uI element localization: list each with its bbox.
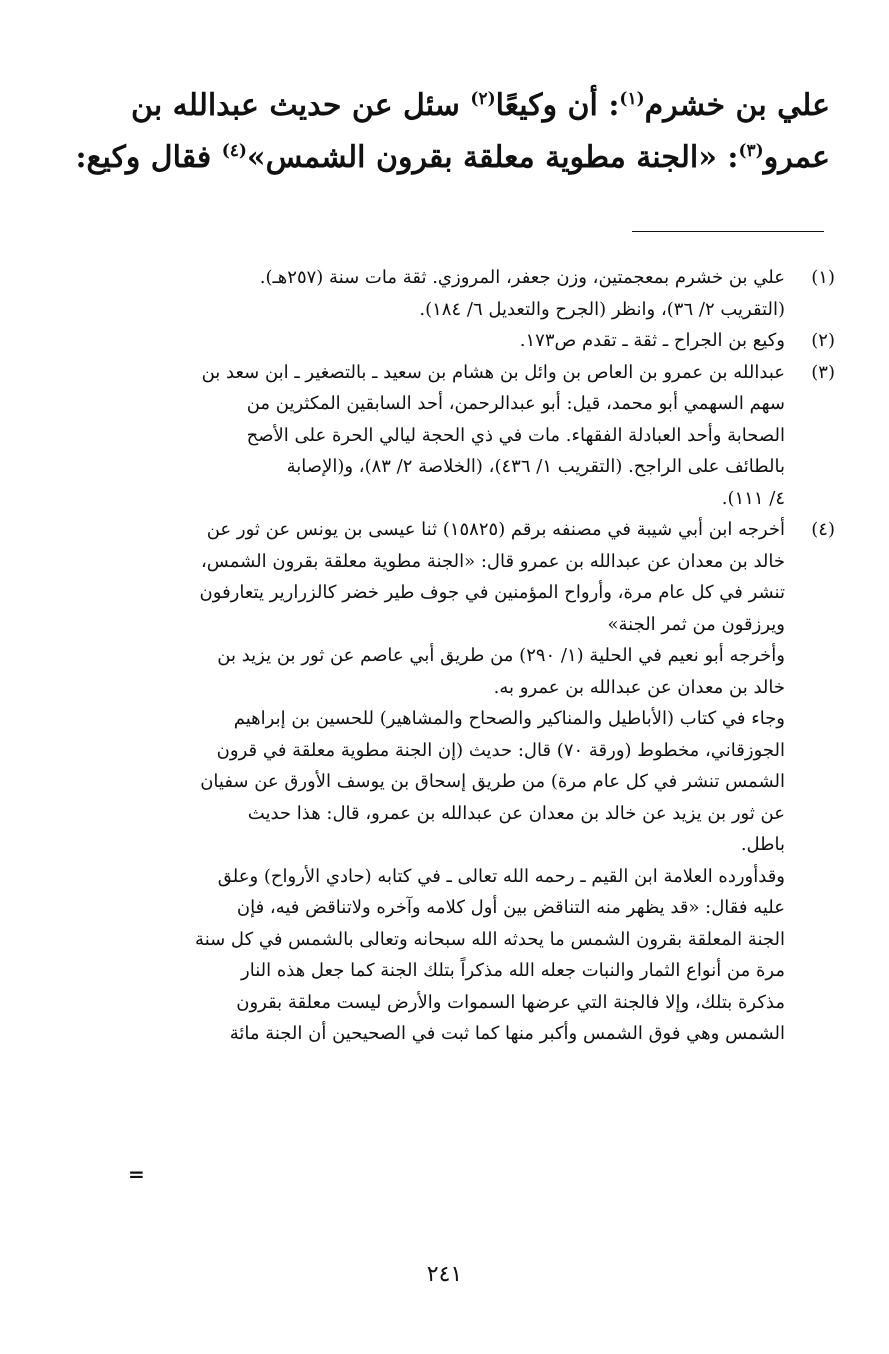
- footnote-line: عن ثور بن يزيد عن خالد بن معدان عن عبدالله بن عمرو، قال: هذا حديث: [247, 802, 785, 824]
- main-text-segment: سئل عن حديث عبدالله بن: [131, 88, 471, 123]
- footnote-line: تنشر في كل عام مرة، وأرواح المؤمنين في جوف طير خضر كالزرارير يتعارفون: [199, 582, 785, 603]
- footnote-line: مذكرة بتلك، وإلا فالجنة التي عرضها السموات والأرض ليست معلقة بقرون: [236, 991, 785, 1013]
- footnote-line: الشمس وهي فوق الشمس وأكبر منها كما ثبت في الصحيحين أن الجنة مائة: [229, 1023, 785, 1044]
- footnote-line: أخرجه ابن أبي شيبة في مصنفه برقم (١٥٨٢٥) ثنا عيسى بن يونس عن ثور عن: [206, 519, 785, 540]
- footnote-line: الجوزقاني، مخطوط (ورقة ٧٠) قال: حديث (إن الجنة مطوية معلقة في قرون: [216, 739, 785, 761]
- footnote-separator: [632, 231, 824, 232]
- footnote-line: الشمس تنشر في كل عام مرة) من طريق إسحاق بن يوسف الأورق عن سفيان: [200, 771, 785, 792]
- footnote-line: عليه فقال: «قد يظهر منه التناقض بين أول كلامه وآخره ولاتناقض فيه، فإن: [236, 897, 785, 918]
- footnote-ref-1[interactable]: (١): [619, 89, 645, 109]
- footnote-line: خالد بن معدان عن عبدالله بن عمرو به.: [493, 676, 785, 698]
- footnote-line: باطل.: [740, 834, 785, 855]
- footnote-ref-2[interactable]: (٢): [470, 89, 496, 109]
- footnote-line: ويرزقون من ثمر الجنة»: [607, 613, 785, 635]
- footnote-ref-3[interactable]: (٣): [738, 141, 764, 161]
- footnote-1: [145, 262, 835, 325]
- footnote-number: (٣): [811, 361, 835, 383]
- footnote-line: (التقريب ٢/ ٣٦)، وانظر (الجرح والتعديل ٦/ ١٨٤).: [419, 298, 785, 320]
- main-text-segment: : أن وكيعًا: [495, 88, 620, 123]
- main-text-line: [131, 80, 830, 132]
- footnote-line: سهم السهمي أبو محمد، قيل: أبو عبدالرحمن، أحد السابقين المكثرين من: [246, 393, 785, 414]
- footnote-line: وقدأورده العلامة ابن القيم ـ رحمه الله تعالى ـ في كتابه (حادي الأرواح) وعلق: [217, 865, 785, 887]
- footnote-line: خالد بن معدان عن عبدالله بن عمرو قال: «الجنة مطوية معلقة بقرون الشمس،: [200, 550, 785, 572]
- main-text-segment: علي بن خشرم: [644, 88, 830, 123]
- footnote-2: [145, 325, 835, 357]
- main-text-segment: : «الجنة مطوية معلقة بقرون الشمس»: [246, 140, 739, 175]
- footnote-line: ٤/ ١١١).: [721, 487, 785, 509]
- main-text-line: [75, 132, 830, 184]
- footnote-line: علي بن خشرم بمعجمتين، وزن جعفر، المروزي. ثقة مات سنة (٢٥٧هـ).: [259, 267, 785, 288]
- main-text-segment: عمرو: [763, 140, 830, 175]
- page-number: ٢٤١: [426, 1262, 463, 1287]
- footnote-line: عبدالله بن عمرو بن العاص بن وائل بن هشام بن سعيد ـ بالتصغير ـ ابن سعد بن: [201, 361, 785, 383]
- footnote-line: وأخرجه أبو نعيم في الحلية (١/ ٢٩٠) من طريق أبي عاصم عن ثور بن يزيد بن: [217, 645, 785, 666]
- footnotes: [145, 262, 835, 1050]
- footnote-number: (١): [811, 267, 835, 288]
- footnote-ref-4[interactable]: (٤): [221, 141, 247, 161]
- footnote-3: [145, 357, 835, 515]
- footnote-line: بالطائف على الراجح. (التقريب ١/ ٤٣٦)، (الخلاصة ٢/ ٨٣)، و(الإصابة: [286, 456, 785, 477]
- continuation-mark: =: [128, 1162, 145, 1186]
- footnote-line: مرة من أنواع الثمار والنبات جعله الله مذكراً بتلك الجنة كما جعل هذه النار: [241, 960, 785, 981]
- footnote-line: وجاء في كتاب (الأباطيل والمناكير والصحاح والمشاهير) للحسين بن إبراهيم: [233, 708, 785, 729]
- footnote-4-paragraph-4: [145, 861, 785, 1050]
- footnote-line: وكيع بن الجراح ـ ثقة ـ تقدم ص١٧٣.: [519, 330, 785, 351]
- footnote-4: [145, 514, 835, 640]
- footnote-line: الصحابة وأحد العبادلة الفقهاء. مات في ذي الحجة ليالي الحرة على الأصح: [246, 424, 785, 446]
- footnote-4-paragraph-3: [145, 703, 785, 861]
- footnote-number: (٢): [811, 330, 835, 351]
- main-text: [75, 80, 830, 184]
- footnote-line: الجنة المعلقة بقرون الشمس ما يحدثه الله سبحانه وتعالى بالشمس في كل سنة: [195, 928, 785, 950]
- footnote-number: (٤): [811, 519, 835, 540]
- main-text-segment: فقال وكيع:: [75, 140, 222, 175]
- footnote-4-paragraph-2: [145, 640, 785, 703]
